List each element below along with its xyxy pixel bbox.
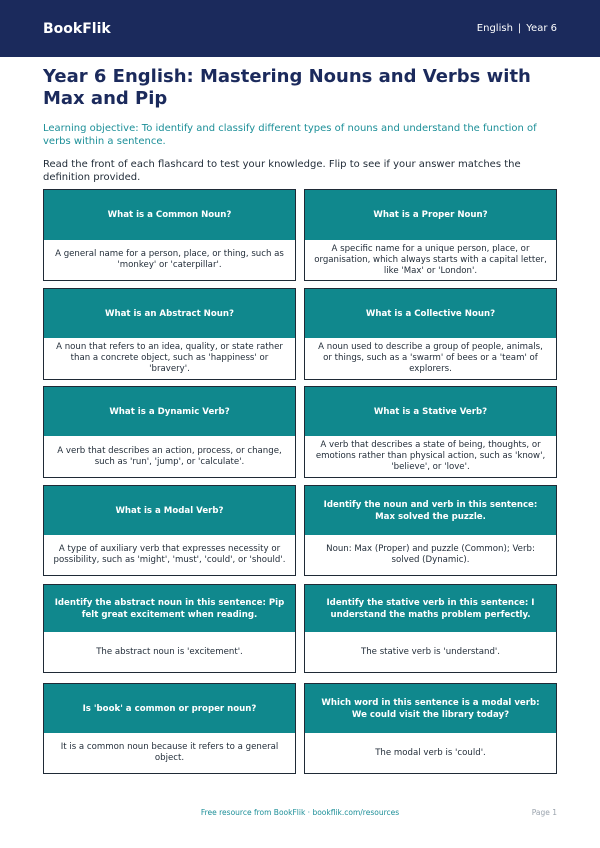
page-number: Page 1 — [531, 808, 557, 817]
top-bar — [0, 0, 600, 57]
learning-objective: Learning objective: To identify and classify different types of nouns and understand the function of verbs within a sentence. — [43, 123, 537, 147]
flashcard-back: The abstract noun is 'excitement'. — [96, 646, 243, 657]
flashcard[interactable] — [304, 189, 557, 281]
breadcrumb-year[interactable]: Year 6 — [526, 23, 557, 34]
footer-text: Free resource from BookFlik · bookflik.com/resources — [200, 808, 400, 817]
flashcard[interactable] — [43, 386, 296, 478]
flashcard-back: Noun: Max (Proper) and puzzle (Common); Verb: solved (Dynamic). — [326, 544, 535, 565]
flashcard-front: What is a Modal Verb? — [44, 486, 295, 535]
flashcard-front: What is a Common Noun? — [44, 190, 295, 240]
flashcard-back: A specific name for a unique person, place, or organisation, which always starts with a capital letter, like 'Max' or 'London'. — [314, 243, 547, 276]
flashcard-back: A general name for a person, place, or thing, such as 'monkey' or 'caterpillar'. — [55, 249, 284, 270]
flashcard-front: What is a Collective Noun? — [305, 289, 556, 338]
flashcard[interactable] — [304, 683, 557, 774]
flashcard-back: A noun that refers to an idea, quality, or state rather than a concrete object, such as 'happiness' or 'bravery'. — [56, 342, 283, 374]
flashcard[interactable] — [304, 288, 557, 380]
flashcard[interactable] — [43, 189, 296, 281]
flashcard-front: Identify the abstract noun in this sentence: Pip felt great excitement when reading. — [44, 585, 295, 632]
flashcard[interactable] — [304, 584, 557, 673]
flashcard-front: What is a Stative Verb? — [305, 387, 556, 436]
breadcrumb — [477, 23, 557, 34]
flashcard-front: Which word in this sentence is a modal verb: We could visit the library today? — [305, 684, 556, 733]
flashcard-back: It is a common noun because it refers to a general object. — [60, 742, 279, 763]
flashcard-front: Identify the noun and verb in this sentence: Max solved the puzzle. — [305, 486, 556, 535]
flashcard-front: What is an Abstract Noun? — [44, 289, 295, 338]
flashcard-back: The modal verb is 'could'. — [375, 747, 486, 758]
flashcard-back: A type of auxiliary verb that expresses necessity or possibility, such as 'might', 'must', 'could', or 'should'. — [53, 544, 286, 565]
flashcard-front: Is 'book' a common or proper noun? — [44, 684, 295, 733]
flashcard[interactable] — [43, 683, 296, 774]
flashcard-back: A verb that describes a state of being, thoughts, or emotions rather than physical action, such as 'know', 'believe', or 'love'. — [315, 440, 546, 472]
flashcard-front: What is a Dynamic Verb? — [44, 387, 295, 436]
flashcard[interactable] — [43, 288, 296, 380]
instructions: Read the front of each flashcard to test your knowledge. Flip to see if your answer matches the definition provided. — [43, 159, 521, 183]
flashcard-front: Identify the stative verb in this sentence: I understand the maths problem perfectly. — [305, 585, 556, 632]
flashcard[interactable] — [304, 485, 557, 576]
flashcard[interactable] — [43, 485, 296, 576]
flashcard-back: A verb that describes an action, process, or change, such as 'run', 'jump', or 'calculate'. — [57, 445, 282, 467]
flashcard[interactable] — [43, 584, 296, 673]
brand-logo[interactable]: BookFlik — [43, 20, 111, 37]
flashcard-back: A noun used to describe a group of people, animals, or things, such as a 'swarm' of bees or a 'team' of explorers. — [318, 342, 543, 374]
breadcrumb-subject[interactable]: English — [476, 23, 513, 34]
flashcard[interactable] — [304, 386, 557, 478]
flashcard-front: What is a Proper Noun? — [305, 190, 556, 240]
breadcrumb-separator: | — [517, 23, 522, 34]
flashcard-back: The stative verb is 'understand'. — [360, 646, 501, 657]
page-title: Year 6 English: Mastering Nouns and Verbs with Max and Pip — [43, 66, 531, 109]
